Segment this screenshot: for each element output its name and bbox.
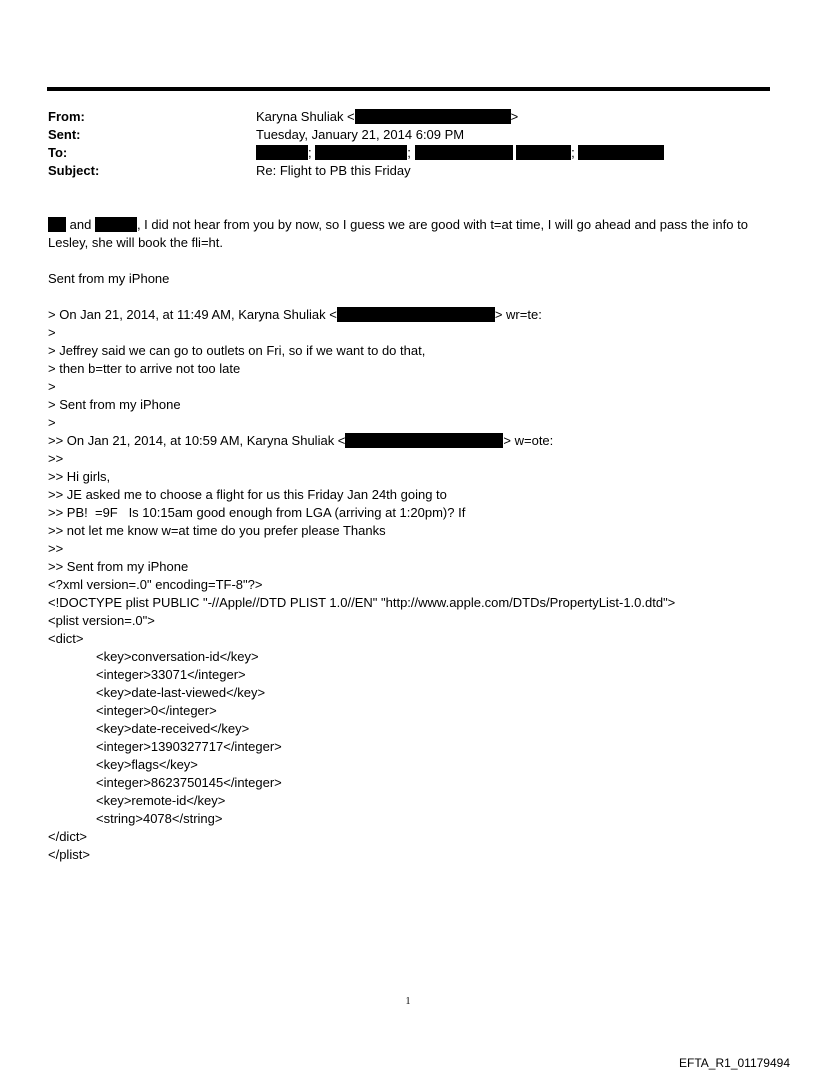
plist-line: <dict>	[48, 631, 84, 646]
plist-line: <integer>8623750145</integer>	[96, 775, 282, 790]
quoted-block-1	[48, 324, 773, 432]
redaction-box	[345, 433, 503, 448]
quote-header-2	[48, 432, 773, 450]
to-separator: ;	[308, 145, 312, 160]
to-separator: ;	[571, 145, 575, 160]
to-separator: ;	[407, 145, 411, 160]
quoted-line: >> Sent from my iPhone	[48, 559, 189, 574]
redaction-box	[48, 217, 66, 232]
quoted-line: > then b=tter to arrive not too late	[48, 361, 241, 376]
plist-header	[48, 576, 773, 648]
intro-paragraph	[48, 216, 773, 252]
plist-line: <key>conversation-id</key>	[96, 649, 259, 664]
header-rule	[47, 87, 770, 91]
sent-label: Sent:	[48, 127, 81, 142]
plist-dict-entries	[48, 648, 773, 828]
from-name: Karyna Shuliak <	[256, 109, 355, 124]
plist-line: <key>remote-id</key>	[96, 793, 226, 808]
intro-text: , I did not hear from you by now, so I guess we are good with t=at time, I will go ahead and pass the info to Lesley, she will book the fli=ht.	[48, 217, 748, 250]
quoted-line: >> Hi girls,	[48, 469, 111, 484]
quoted-line: >	[48, 415, 56, 430]
plist-line: <integer>1390327717</integer>	[96, 739, 282, 754]
plist-line: <?xml version=.0" encoding=TF-8"?>	[48, 577, 263, 592]
plist-line: <integer>33071</integer>	[96, 667, 246, 682]
from-label: From:	[48, 109, 85, 124]
quoted-line: >> not let me know w=at time do you prefer please Thanks	[48, 523, 386, 538]
quoted-line: >	[48, 379, 56, 394]
sent-value: Tuesday, January 21, 2014 6:09 PM	[256, 127, 465, 142]
redaction-box	[355, 109, 511, 124]
from-close: >	[510, 109, 519, 124]
quoted-line: >>	[48, 451, 64, 466]
quote-header-prefix: >> On Jan 21, 2014, at 10:59 AM, Karyna Shuliak <	[48, 433, 346, 448]
plist-line: <!DOCTYPE plist PUBLIC "-//Apple//DTD PLIST 1.0//EN" "http://www.apple.com/DTDs/PropertyList-1.0.dtd">	[48, 595, 676, 610]
subject-label: Subject:	[48, 163, 100, 178]
subject-value: Re: Flight to PB this Friday	[256, 163, 411, 178]
page-number: 1	[405, 996, 411, 1007]
plist-line: <key>date-received</key>	[96, 721, 250, 736]
plist-line: </dict>	[48, 829, 88, 844]
redaction-box	[95, 217, 137, 232]
from-value	[256, 108, 518, 126]
redaction-box	[516, 145, 571, 160]
quoted-line: >> PB! =9F Is 10:15am good enough from LGA (arriving at 1:20pm)? If	[48, 505, 466, 520]
redaction-box	[315, 145, 407, 160]
plist-line: <string>4078</string>	[96, 811, 223, 826]
signature: Sent from my iPhone	[48, 271, 170, 286]
quote-header-prefix: > On Jan 21, 2014, at 11:49 AM, Karyna Shuliak <	[48, 307, 337, 322]
plist-footer	[48, 828, 773, 864]
quote-header-suffix: > wr=te:	[494, 307, 542, 322]
quote-header-1	[48, 306, 773, 324]
quoted-line: >	[48, 325, 56, 340]
quoted-block-2	[48, 450, 773, 576]
plist-line: </plist>	[48, 847, 90, 862]
plist-line: <key>flags</key>	[96, 757, 198, 772]
to-value	[256, 144, 664, 162]
quote-header-suffix: > w=ote:	[503, 433, 554, 448]
redaction-box	[578, 145, 664, 160]
redaction-box	[415, 145, 513, 160]
plist-line: <integer>0</integer>	[96, 703, 217, 718]
quoted-line: > Jeffrey said we can go to outlets on Fri, so if we want to do that,	[48, 343, 426, 358]
plist-line: <plist version=.0">	[48, 613, 155, 628]
quoted-line: >> JE asked me to choose a flight for us this Friday Jan 24th going to	[48, 487, 447, 502]
quoted-line: >>	[48, 541, 64, 556]
redaction-box	[256, 145, 308, 160]
redaction-box	[337, 307, 495, 322]
email-body	[48, 216, 773, 864]
bates-number: EFTA_R1_01179494	[679, 1056, 790, 1070]
to-label: To:	[48, 145, 68, 160]
intro-and: and	[69, 217, 92, 232]
quoted-line: > Sent from my iPhone	[48, 397, 181, 412]
plist-line: <key>date-last-viewed</key>	[96, 685, 266, 700]
